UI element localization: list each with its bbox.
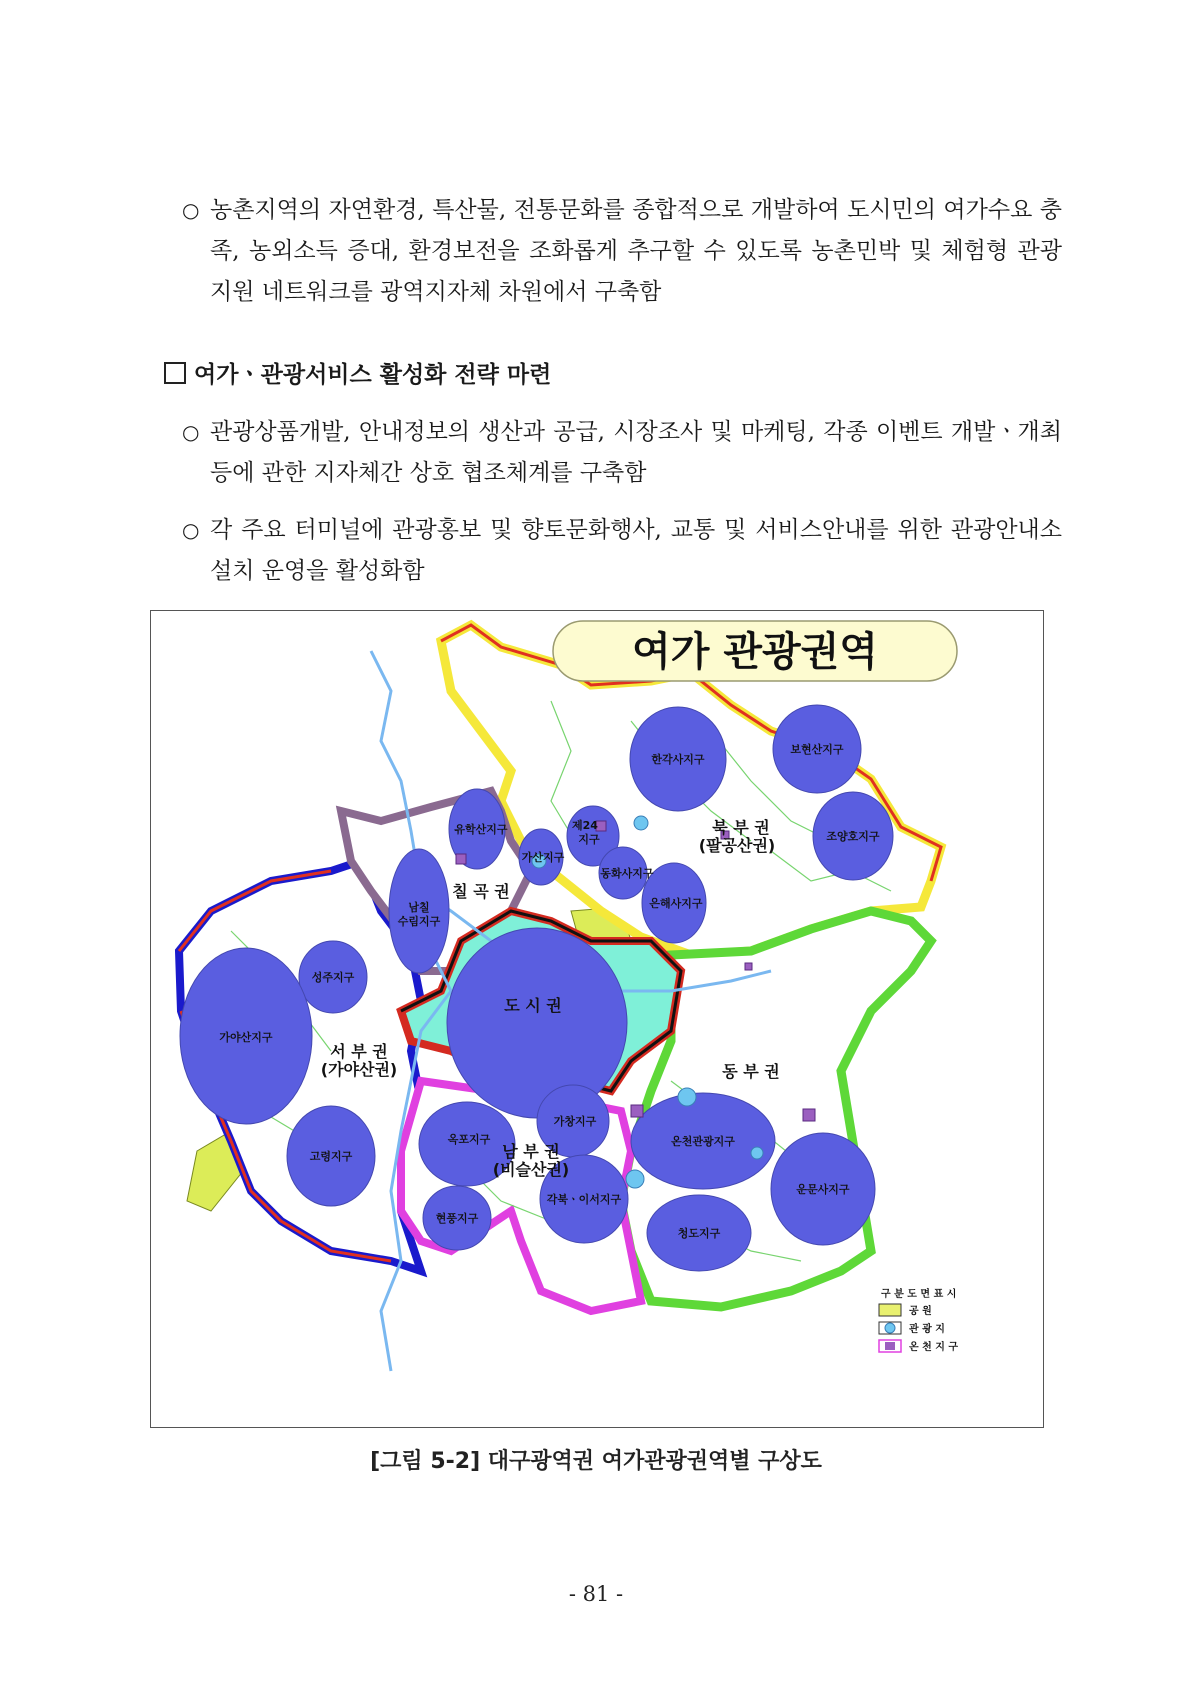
label-je24-1: 제24 — [572, 819, 598, 832]
paragraph-1 — [182, 190, 1062, 313]
legend-park-swatch — [879, 1304, 901, 1316]
label-west-2: (가야산권) — [320, 1060, 398, 1079]
paragraph-text: 관광상품개발, 안내정보의 생산과 공급, 시장조사 및 마케팅, 각종 이벤트 개발ㆍ개최 등에 관한 지자체간 상호 협조체계를 구축함 — [210, 419, 1062, 486]
label-chilgok: 칠 곡 권 — [452, 882, 510, 901]
label-namchilgok-2: 수림지구 — [397, 915, 441, 928]
legend-tourist-icon — [885, 1323, 895, 1333]
label-gasan: 가산지구 — [521, 851, 565, 864]
label-namchilgok-1: 남칠 — [408, 901, 430, 914]
label-donghwa: 동화사지구 — [600, 867, 654, 880]
paragraph-text: 각 주요 터미널에 관광홍보 및 향토문화행사, 교통 및 서비스안내를 위한 관광안내소 설치 운영을 활성화함 — [210, 517, 1062, 584]
label-cheongdo: 청도지구 — [677, 1227, 721, 1240]
label-north-1: 북 부 권 — [712, 818, 770, 837]
label-hanti: 한각사지구 — [651, 753, 705, 766]
label-hyeonpung: 현풍지구 — [435, 1212, 479, 1225]
map-svg — [151, 611, 1043, 1427]
label-unmunsa: 운문사지구 — [796, 1183, 850, 1196]
heading-text: 여가ㆍ관광서비스 활성화 전략 마련 — [194, 361, 552, 388]
label-je24-2: 지구 — [578, 833, 600, 846]
legend-title: 구 분 도 면 표 시 — [881, 1289, 957, 1300]
bullet: ○ — [182, 198, 200, 222]
label-gakbuk: 각북ㆍ이서지구 — [546, 1193, 622, 1206]
label-oncheon: 온천관광지구 — [671, 1135, 735, 1148]
page-number: - 81 - — [568, 1582, 624, 1606]
leisure-tourism-map — [150, 610, 1044, 1428]
city-core — [447, 928, 627, 1118]
label-gayasan: 가야산지구 — [219, 1031, 273, 1044]
paragraph-2 — [182, 412, 1062, 494]
map-title: 여가 관광권역 — [632, 629, 878, 675]
label-josayang: 조양호지구 — [826, 830, 880, 843]
label-yuhak: 유학산지구 — [454, 823, 508, 836]
bullet: ○ — [182, 420, 200, 444]
bullet: ○ — [182, 518, 200, 542]
label-west-1: 서 부 권 — [330, 1042, 388, 1061]
label-south-2: (비슬산권) — [492, 1160, 570, 1179]
label-north-2: (팔공산권) — [698, 836, 776, 855]
paragraph-3 — [182, 510, 1062, 592]
legend-park-label: 공 원 — [909, 1306, 932, 1317]
checkbox-square-icon — [164, 362, 186, 384]
legend-hotspring-icon — [885, 1342, 895, 1350]
label-seongju: 성주지구 — [311, 971, 355, 984]
paragraph-text: 농촌지역의 자연환경, 특산물, 전통문화를 종합적으로 개발하여 도시민의 여가수요 충족, 농외소득 증대, 환경보전을 조화롭게 추구할 수 있도록 농촌민박 및 체험형 관광 지원 네트워크를 광역지자체 차원에서 구축함 — [210, 197, 1062, 305]
label-city: 도 시 권 — [504, 996, 562, 1015]
legend-tourist-label: 관 광 지 — [909, 1324, 945, 1335]
label-east: 동 부 권 — [722, 1062, 780, 1081]
label-south-1: 남 부 권 — [502, 1142, 560, 1161]
legend-hotspring-label: 온 천 지 구 — [909, 1342, 959, 1353]
section-heading — [164, 358, 551, 392]
figure-caption: [그림 5-2] 대구광역권 여가관광권역별 구상도 — [370, 1449, 822, 1474]
label-okpo: 옥포지구 — [447, 1133, 491, 1146]
label-gachang: 가창지구 — [553, 1115, 597, 1128]
label-eunhae: 은해사지구 — [649, 897, 703, 910]
label-goryeong: 고령지구 — [309, 1150, 353, 1163]
label-bohyeon: 보현산지구 — [790, 743, 844, 756]
map-legend — [879, 1287, 958, 1353]
